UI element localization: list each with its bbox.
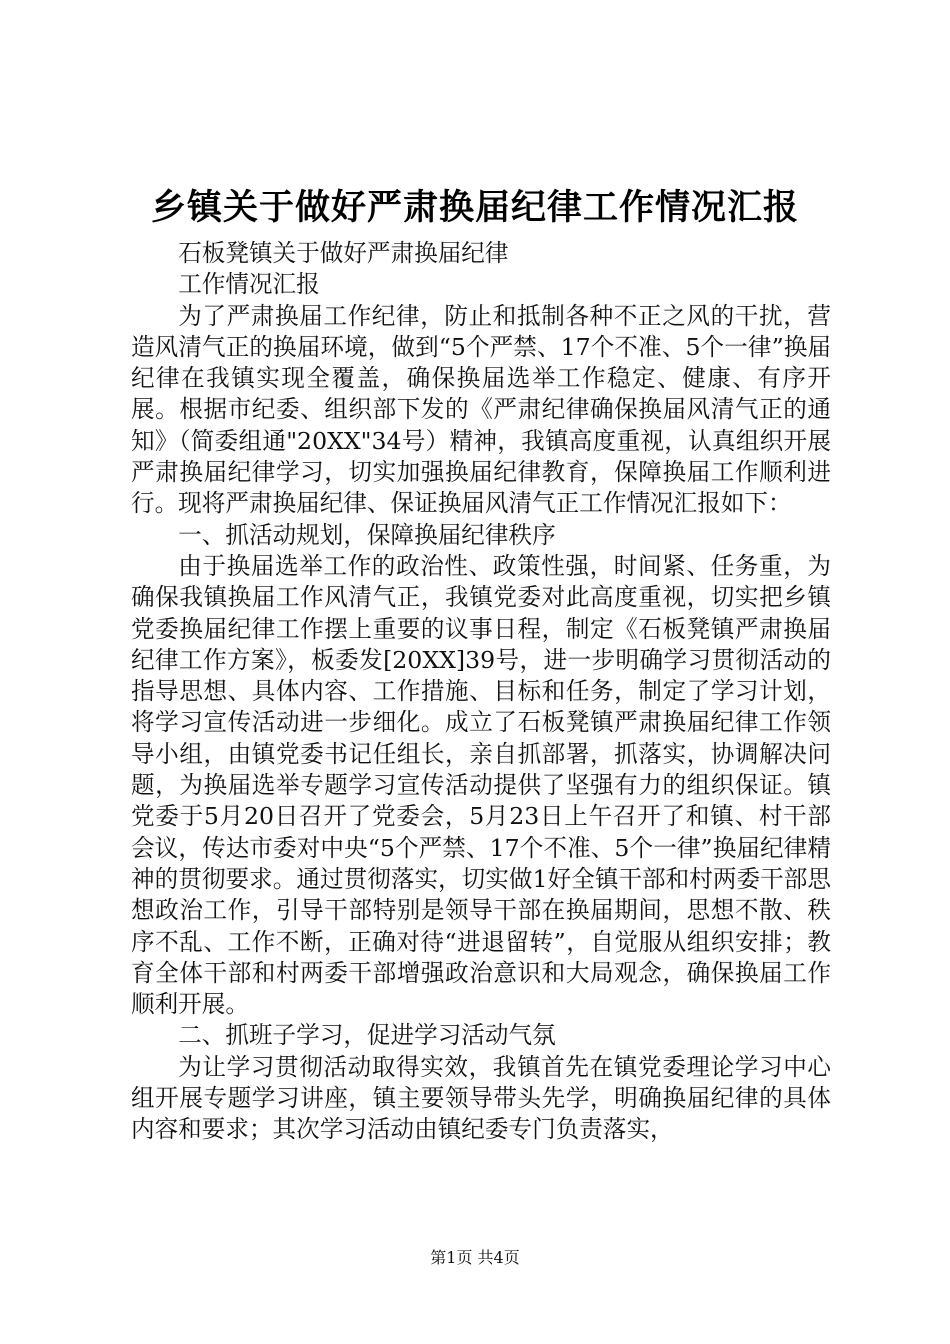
document-title: 乡镇关于做好严肃换届纪律工作情况汇报 [150, 187, 799, 228]
subtitle-line-2: 工作情况汇报 [178, 270, 320, 299]
intro-paragraph: 为了严肃换届工作纪律，防止和抵制各种不正之风的干扰，营造风清气正的换届环境，做到“5个严禁、17个不准、5个一律”换届纪律在我镇实现全覆盖，确保换届选举工作稳定、健康、有序开展。根据市纪委、组织部下发的《严肃纪律确保换届风清气正的通知》（简委组通"20XX"34号）精神，我镇高度重视，认真组织开展严肃换届纪律学习，切实加强换届纪律教育，保障换届工作顺利进行。现将严肃换届纪律、保证换届风清气正工作情况汇报如下： [131, 301, 831, 518]
subtitle-line-1: 石板凳镇关于做好严肃换届纪律 [178, 239, 509, 267]
section-1-paragraph: 由于换届选举工作的政治性、政策性强，时间紧、任务重，为确保我镇换届工作风清气正，我镇党委对此高度重视，切实把乡镇党委换届纪律工作摆上重要的议事日程，制定《石板凳镇严肃换届纪律工作方案》，板委发[20XX]39号，进一步明确学习贯彻活动的指导思想、具体内容、工作措施、目标和任务，制定了学习计划，将学习宣传活动进一步细化。成立了石板凳镇严肃换届纪律工作领导小组，由镇党委书记任组长，亲自抓部署，抓落实，协调解决问题，为换届选举专题学习宣传活动提供了坚强有力的组织保证。镇党委于5月20日召开了党委会，5月23日上午召开了和镇、村干部会议，传达市委对中央“5个严禁、17个不准、5个一律”换届纪律精神的贯彻要求。通过贯彻落实，切实做1好全镇干部和村两委干部思想政治工作，引导干部特别是领导干部在换届期间，思想不散、秩序不乱、工作不断，正确对待“进退留转”，自觉服从组织安排；教育全体干部和村两委干部增强政治意识和大局观念，确保换届工作顺利开展。 [131, 551, 831, 1019]
section-heading-1: 一、抓活动规划，保障换届纪律秩序 [178, 520, 556, 549]
page-footer: 第1页 共4页 [430, 1248, 520, 1267]
document-body [131, 238, 831, 1146]
section-2-paragraph: 为让学习贯彻活动取得实效，我镇首先在镇党委理论学习中心组开展专题学习讲座，镇主要领导带头先学，明确换届纪律的具体内容和要求；其次学习活动由镇纪委专门负责落实， [131, 1052, 831, 1144]
section-heading-2: 二、抓班子学习，促进学习活动气氛 [178, 1021, 556, 1050]
